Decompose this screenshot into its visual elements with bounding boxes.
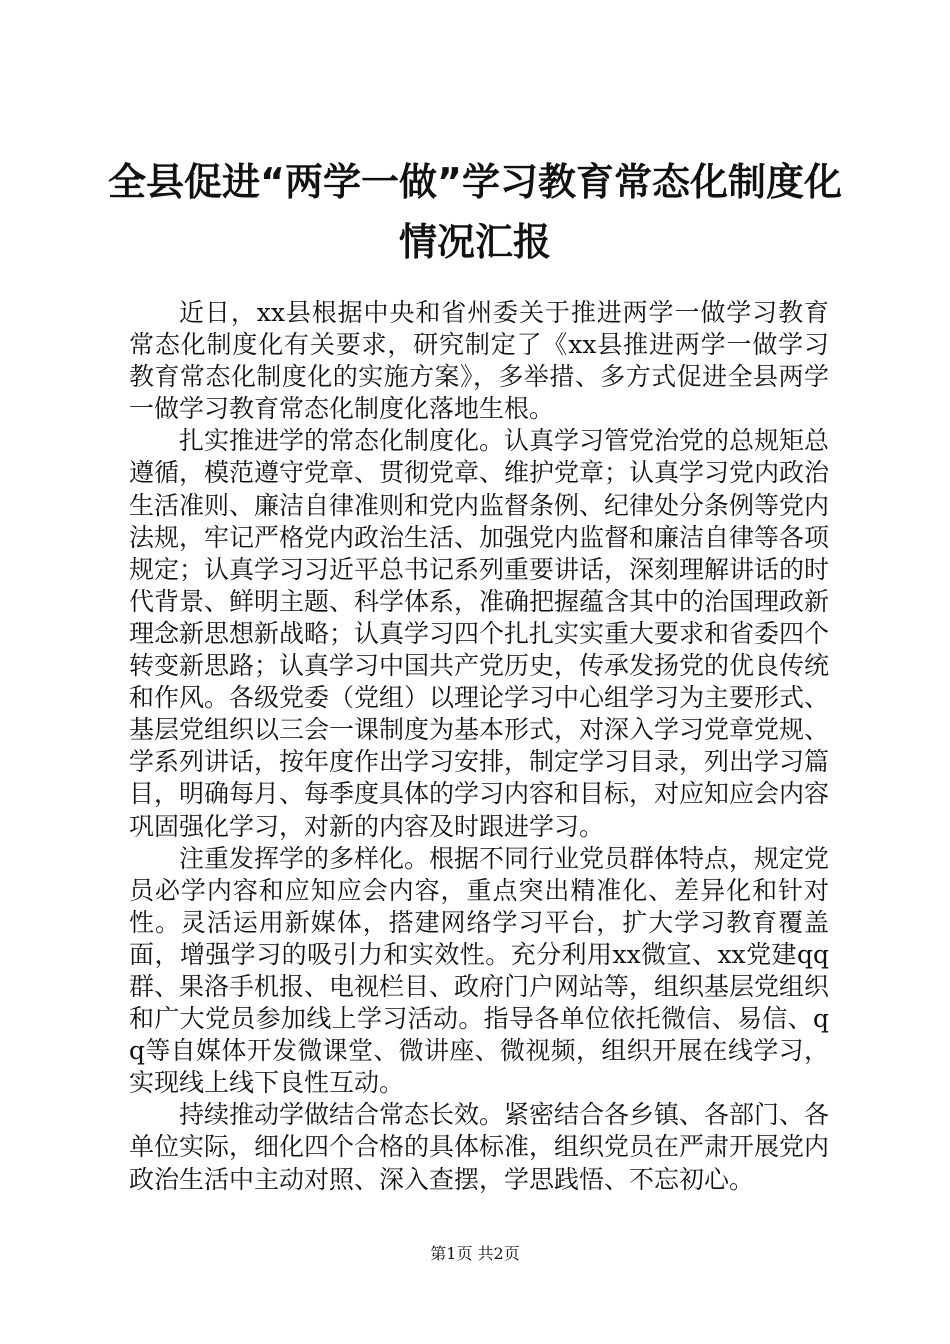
page-footer: 第1页 共2页 xyxy=(430,1244,520,1263)
document-title-line-1: 全县促进“两学一做”学习教育常态化制度化 xyxy=(108,160,842,204)
document-body xyxy=(129,297,829,1196)
paragraph-study-practice: 持续推动学做结合常态长效。紧密结合各乡镇、各部门、各单位实际，细化四个合格的具体标准，组织党员在严肃开展党内政治生活中主动对照、深入查摆，学思践悟、不忘初心。 xyxy=(129,1100,830,1194)
paragraph-study-diversity: 注重发挥学的多样化。根据不同行业党员群体特点，规定党员必学内容和应知应会内容，重点突出精准化、差异化和针对性。灵活运用新媒体，搭建网络学习平台，扩大学习教育覆盖面，增强学习的吸引力和实效性。充分利用xx微宣、xx党建qq群、果洛手机报、电视栏目、政府门户网站等，组织基层党组织和广大党员参加线上学习活动。指导各单位依托微信、易信、qq等自媒体开发微课堂、微讲座、微视频，组织开展在线学习，实现线上线下良性互动。 xyxy=(129,843,830,1098)
paragraph-study-normalization: 扎实推进学的常态化制度化。认真学习管党治党的总规矩总遵循，模范遵守党章、贯彻党章、维护党章；认真学习党内政治生活准则、廉洁自律准则和党内监督条例、纪律处分条例等党内法规，牢记严格党内政治生活、加强党内监督和廉洁自律等各项规定；认真学习习近平总书记系列重要讲话，深刻理解讲话的时代背景、鲜明主题、科学体系，准确把握蕴含其中的治国理政新理念新思想新战略；认真学习四个扎扎实实重大要求和省委四个转变新思路；认真学习中国共产党历史，传承发扬党的优良传统和作风。各级党委（党组）以理论学习中心组学习为主要形式、基层党组织以三会一课制度为基本形式，对深入学习党章党规、学系列讲话，按年度作出学习安排，制定学习目录，列出学习篇目，明确每月、每季度具体的学习内容和目标，对应知应会内容巩固强化学习，对新的内容及时跟进学习。 xyxy=(129,426,830,841)
document-title-line-2: 情况汇报 xyxy=(398,220,551,264)
paragraph-intro: 近日，xx县根据中央和省州委关于推进两学一做学习教育常态化制度化有关要求，研究制定了《xx县推进两学一做学习教育常态化制度化的实施方案》，多举措、多方式促进全县两学一做学习教育常态化制度化落地生根。 xyxy=(129,298,829,424)
